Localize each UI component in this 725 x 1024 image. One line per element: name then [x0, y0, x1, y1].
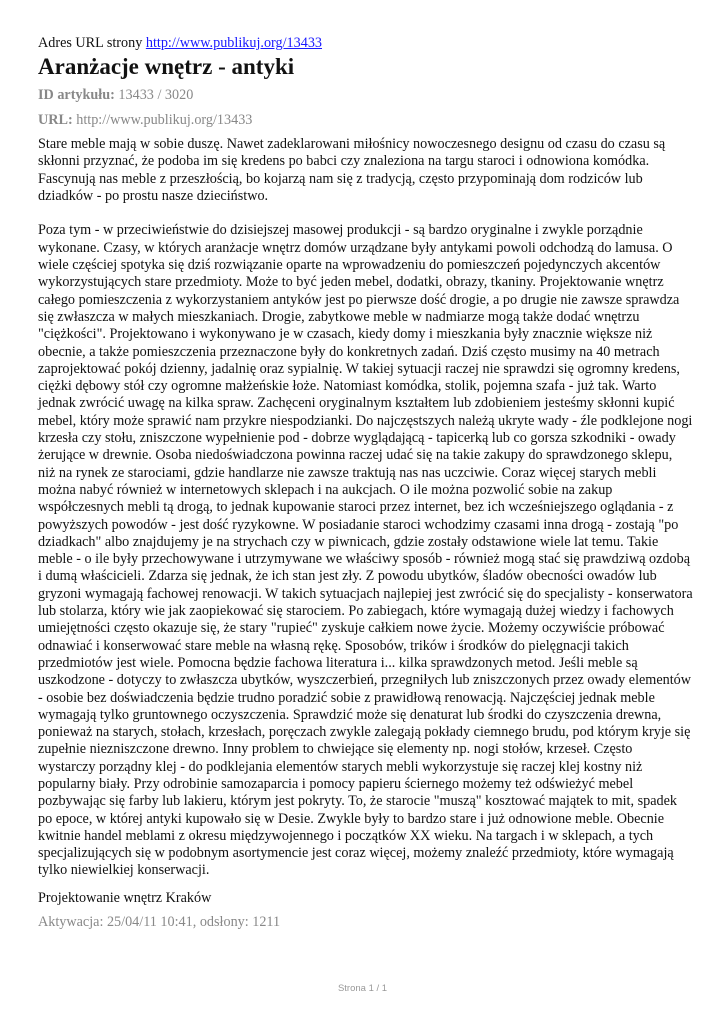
article-url-label: URL: [38, 112, 73, 128]
activation-info: Aktywacja: 25/04/11 10:41, odsłony: 1211 [38, 913, 281, 930]
article-url-value: http://www.publikuj.org/13433 [76, 112, 253, 128]
article-id-label: ID artykułu: [38, 87, 115, 103]
page-number: Strona 1 / 1 [337, 983, 388, 994]
page-url-link[interactable]: http://www.publikuj.org/13433 [145, 35, 323, 51]
article-paragraph-1: Stare meble mają w sobie duszę. Nawet zadeklarowani miłośnicy nowoczesnego designu od czasu do czasu są skłonni przyznać, że podoba im się kredens po babci czy znaleziona na targu staroci i odnowiona komódka. Fascynują nas meble z przeszłością, bo kojarzą nam się z tradycją, często przypominają dom rodziców lub dziadków - po prostu nasze dzieciństwo. [38, 136, 666, 204]
paragraph-gap [38, 205, 693, 222]
article-paragraph-2: Poza tym - w przeciwieństwie do dzisiejszej masowej produkcji - są bardzo oryginalne i zwykle porządnie wykonane. Czasy, w których aranżacje wnętrz domów urządzane były antykami powoli odchodzą do lamusa. O wiele częściej spotyka się dziś rozwiązanie oparte na wprowadzeniu do pomieszczeń pojedynczych akcentów wykorzystujących stare przedmioty. Może to być jeden mebel, dodatki, obrazy, tkaniny. Projektowanie wnętrz całego pomieszczenia z wykorzystaniem antyków jest po pierwsze dość drogie, a po drugie nie zawsze sprawdza się zwłaszcza w małych mieszkaniach. Drogie, zabytkowe meble w nadmiarze mogą także dodać wnętrzu "ciężkości". Projektowano i wykonywano je w czasach, kiedy domy i mieszkania były znacznie większe niż obecnie, a także pomieszczenia przeznaczone były do konkretnych zadań. Dziś często musimy na 40 metrach zaprojektować pokój dzienny, jadalnię oraz sypialnię. W takiej sytuacji raczej nie sprawdzi się ogromny kredens, ciężki dębowy stół czy ogromne małżeńskie łoże. Natomiast komódka, stolik, pojemna szafa - już tak. Warto jednak zwrócić uwagę na kilka spraw. Zachęceni oryginalnym kształtem lub zdobieniem jesteśmy skłonni kupić mebel, który może sprawić nam przykre niespodzianki. Do najczęstszych należą ukryte wady - źle podklejone nogi krzesła czy stołu, zniszczone wypełnienie pod - dobrze wyglądającą - tapicerką lub co gorsza szkodniki - owady żerujące w drewnie. Osoba niedoświadczona powinna raczej udać się na takie zakupy do sprawdzonego sklepu, niż na rynek ze starociami, gdzie handlarze nie zawsze traktują nas nas uczciwie. Coraz więcej starych mebli można nabyć również w internetowych sklepach i na aukcjach. O ile można pozwolić sobie na zakup współczesnych mebli tą drogą, to jednak kupowanie staroci przez internet, bez ich wcześniejszego oglądania - z powyższych powodów - jest dość ryzykowne. W posiadanie staroci wchodzimy czasami inna drogą - zostają "po dziadkach" albo znajdujemy je na strychach czy w piwnicach, gdzie zostały odstawione wiele lat temu. Takie meble - o ile były przechowywane i utrzymywane we właściwy sposób - również mogą stać się prawdziwą ozdobą i dumą właścicieli. Zdarza się jednak, że ich stan jest zły. Z powodu ubytków, śladów obecności owadów lub gryzoni wymagają fachowej renowacji. W takich sytuacjach najlepiej jest zwrócić się do specjalisty - konserwatora lub stolarza, który wie jak zaopiekować się starociem. Po zabiegach, które wymagają dużej wiedzy i fachowych umiejętności często okazuje się, że stary "rupieć" zyskuje całkiem nowe życie. Możemy oczywiście próbować odnawiać i konserwować stare meble na własną rękę. Sposobów, trików i środków do pielęgnacji takich przedmiotów jest wiele. Pomocna będzie fachowa literatura i... kilka sprawdzonych metod. Jeśli meble są uszkodzone - dotyczy to zwłaszcza ubytków, wyszczerbień, przegniłych lub zniszczonych przez owady elementów - osobie bez doświadczenia będzie trudno poradzić sobie z prawidłową renowacją. Najczęściej jednak meble wymagają tylko gruntownego oczyszczenia. Sprawdzić może się denaturat lub środki do czyszczenia drewna, ponieważ na starych, stołach, krzesłach, poręczach zwykle zalegają pokłady ciemnego brudu, pod którym kryje się zupełnie niezniszczone drewno. Inny problem to chwiejące się elementy np. nogi stołów, krzeseł. Często wystarczy porządny klej - do podklejania elementów starych mebli wykorzystuje się raczej klej kostny niż popularny biały. Przy odrobinie samozaparcia i pomocy papieru ściernego możemy też odświeżyć mebel pozbywając się farby lub lakieru, którym jest pokryty. To, że starocie "muszą" kosztować majątek to mit, spadek po epoce, w której antyki kupowało się w Desie. Zwykle były to bardzo stare i już odnowione meble. Obecnie kwitnie handel meblami z okresu międzywojennego i początków XX wieku. Na targach i w sklepach, a tych specjalizujących się w podobnym asortymencie jest coraz więcej, możemy znaleźć przedmioty, które wymagają tylko niewielkiej konserwacji. [38, 222, 693, 879]
article-id-line [38, 86, 693, 104]
related-link[interactable]: Projektowanie wnętrz Kraków [38, 889, 212, 906]
document-page [38, 34, 693, 931]
url-label: Adres URL strony [38, 35, 143, 51]
article-title: Aranżacje wnętrz - antyki [38, 54, 295, 79]
article-url-line [38, 111, 693, 129]
page-url-line [38, 34, 693, 52]
article-id-value: 13433 / 3020 [118, 87, 194, 103]
